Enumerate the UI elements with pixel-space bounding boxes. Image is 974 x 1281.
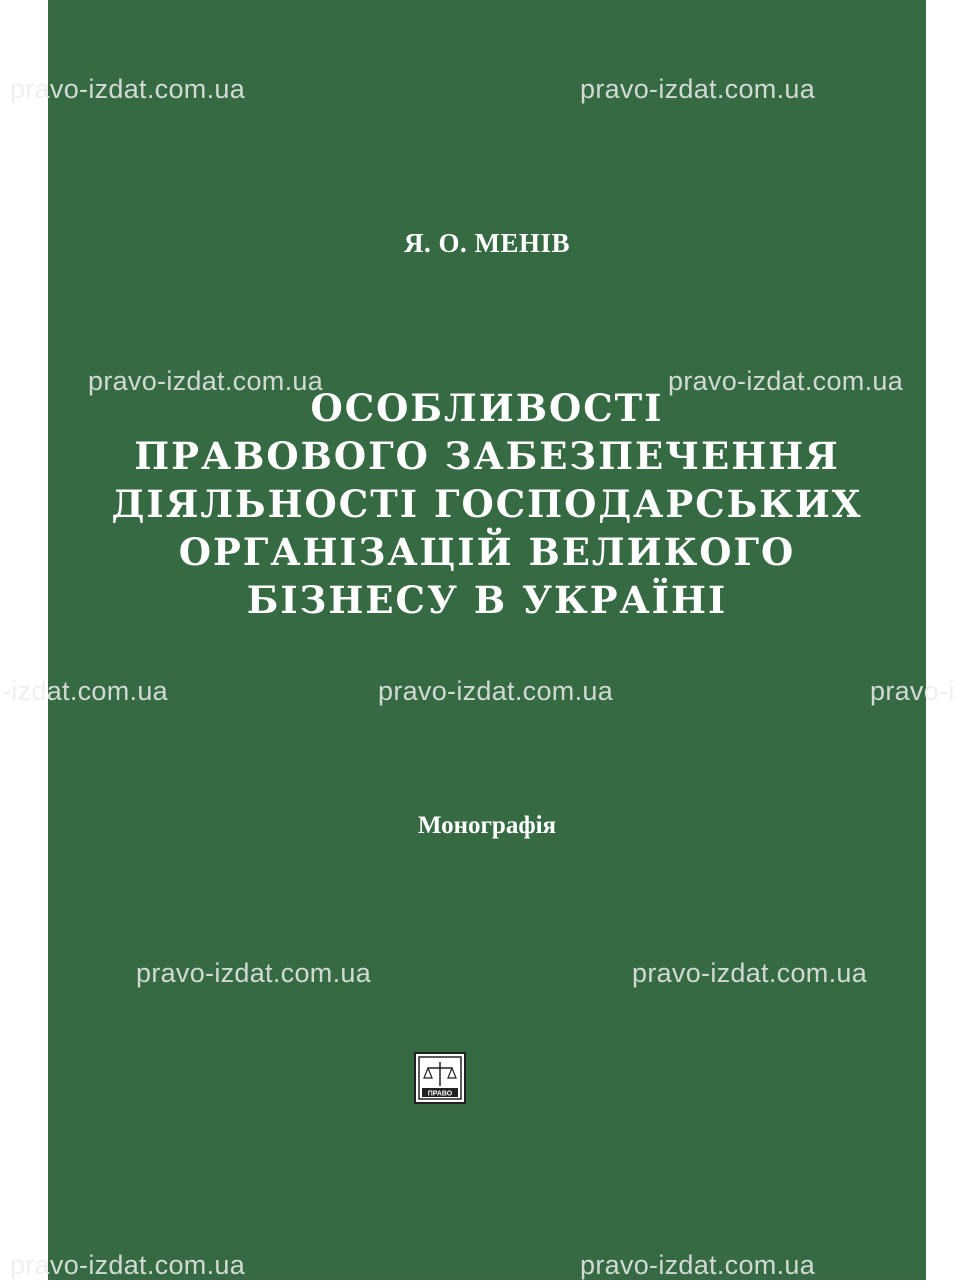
watermark: pravo-izdat.com.ua	[10, 1250, 246, 1280]
title-line: ДІЯЛЬНОСТІ ГОСПОДАРСЬКИХ	[111, 482, 863, 526]
watermark: pravo-izdat.com.ua	[632, 958, 868, 988]
watermark: pravo-izdat.com.ua	[136, 958, 372, 988]
watermark: pravo-izdat.com.ua	[580, 74, 816, 104]
book-title	[48, 384, 926, 624]
watermark: pravo-izdat.com.ua	[10, 74, 246, 104]
genre-label: Монографія	[417, 812, 557, 839]
title-line: ОРГАНІЗАЦІЙ ВЕЛИКОГО	[178, 530, 796, 574]
watermark: pravo-izdat.com.ua	[668, 366, 904, 396]
watermark: -izdat.com.ua	[2, 676, 168, 706]
publisher-logo-text: ПРАВО	[427, 1090, 453, 1098]
watermark: pravo-izdat.com.ua	[88, 366, 324, 396]
title-line: ПРАВОВОГО ЗАБЕЗПЕЧЕННЯ	[134, 434, 840, 478]
watermark: pravo-izdat.com.ua	[580, 1250, 816, 1280]
book-cover	[48, 0, 926, 1280]
publisher-logo-icon	[414, 1052, 466, 1104]
watermark: pravo-izdat.com.ua	[378, 676, 614, 706]
title-line: БІЗНЕСУ В УКРАЇНІ	[246, 578, 728, 622]
watermark: pravo-i	[870, 676, 955, 706]
author-name: Я. О. МЕНІВ	[403, 228, 570, 258]
title-line: ОСОБЛИВОСТІ	[310, 386, 664, 430]
